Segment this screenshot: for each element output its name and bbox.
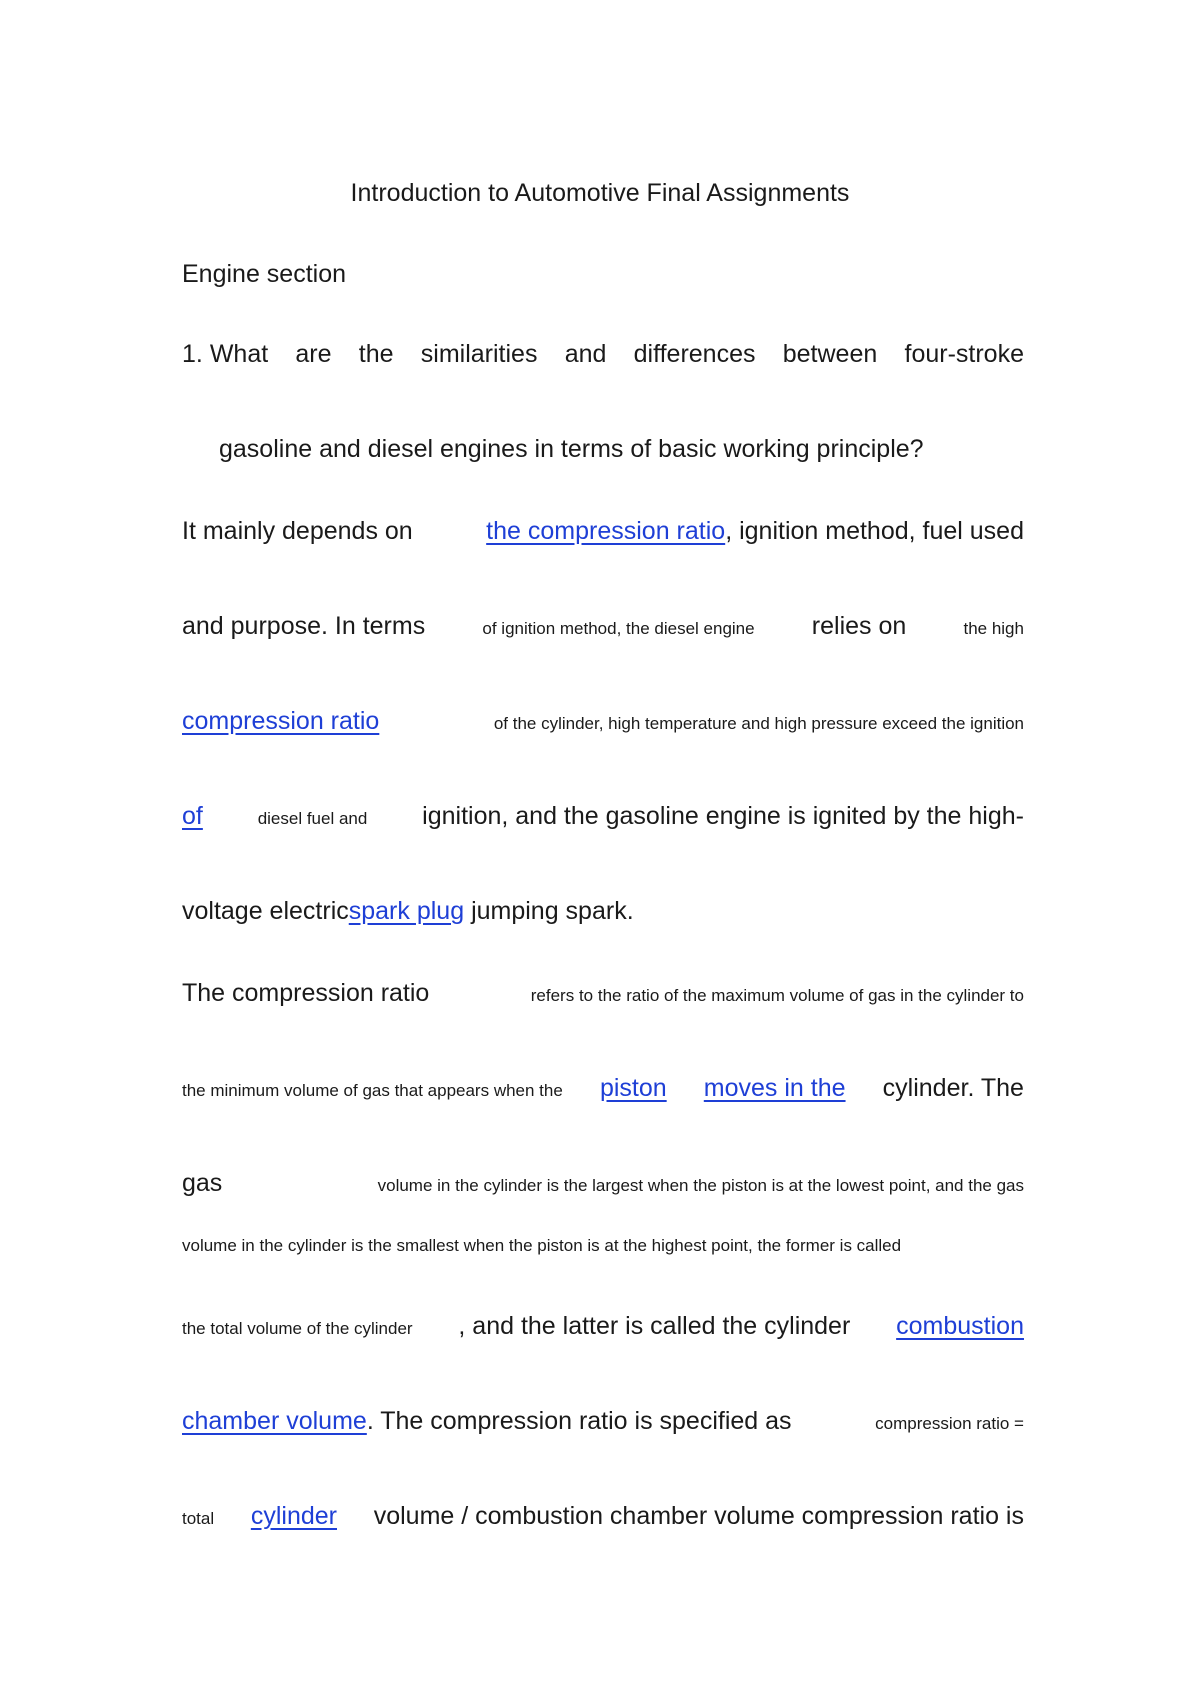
para2-line-7: [182, 1504, 1024, 1529]
para1-line-3: [182, 709, 1024, 734]
para1-text: the compression ratio, ignition method, fuel used: [486, 517, 1024, 545]
question-word: differences: [633, 340, 756, 368]
para1-text-small: of the cylinder, high temperature and high pressure exceed the ignition: [493, 714, 1024, 733]
para1-text: and purpose. In terms: [182, 612, 426, 640]
para1-text: relies on: [811, 612, 907, 640]
para1-line-5: [182, 899, 1024, 924]
para2-text-small: refers to the ratio of the maximum volume of gas in the cylinder to: [530, 986, 1024, 1005]
para1-text-small: the high: [963, 619, 1024, 638]
para1-text-small: of ignition method, the diesel engine: [482, 619, 755, 638]
question-word: four-stroke: [904, 340, 1024, 368]
link-spark-plug[interactable]: spark plug: [348, 897, 465, 925]
link-moves-in-the[interactable]: moves in the: [703, 1074, 846, 1102]
para1-line-1: [182, 519, 1024, 544]
para2-text-small: compression ratio =: [875, 1414, 1024, 1433]
para2-text: volume / combustion chamber volume compression ratio is: [373, 1502, 1024, 1530]
para2-text: cylinder. The: [882, 1074, 1024, 1102]
link-compression-ratio[interactable]: the compression ratio: [486, 517, 726, 545]
link-of[interactable]: of: [182, 802, 203, 830]
para2-text-small: volume in the cylinder is the largest when the piston is at the lowest point, and the gas: [377, 1176, 1024, 1195]
question-number: 1. What: [182, 340, 269, 368]
link-cylinder[interactable]: cylinder: [250, 1502, 337, 1530]
link-combustion[interactable]: combustion: [896, 1312, 1024, 1340]
para2-text-small: the total volume of the cylinder: [182, 1319, 413, 1338]
question-word: are: [295, 340, 332, 368]
question-word: the: [358, 340, 394, 368]
question-word: between: [782, 340, 878, 368]
para1-text-small: diesel fuel and: [257, 809, 368, 828]
para1-text: jumping spark.: [471, 897, 634, 925]
para2-line-5: [182, 1314, 1024, 1339]
section-heading: Engine section: [182, 260, 347, 288]
para2-line-1: [182, 981, 1024, 1006]
link-compression-ratio-2[interactable]: compression ratio: [182, 707, 380, 735]
para2-text: The compression ratio: [182, 979, 430, 1007]
para2-line-4: volume in the cylinder is the smallest when the piston is at the highest point, the former is called: [182, 1236, 902, 1255]
para2-line-2: [182, 1076, 1024, 1101]
para2-text: , and the latter is called the cylinder: [458, 1312, 851, 1340]
para1-line-2: [182, 614, 1024, 639]
para2-text-small: total: [182, 1509, 215, 1528]
question-line-1: [182, 342, 1024, 367]
para2-text: chamber volume. The compression ratio is specified as: [182, 1407, 792, 1435]
page-title: Introduction to Automotive Final Assignments: [350, 179, 850, 207]
link-chamber-volume[interactable]: chamber volume: [182, 1407, 367, 1435]
para2-line-3: [182, 1171, 1024, 1196]
para1-text: It mainly depends on: [182, 517, 413, 545]
para2-line-6: [182, 1409, 1024, 1434]
para1-text: ignition, and the gasoline engine is ignited by the high-: [422, 802, 1024, 830]
para2-text: gas: [182, 1169, 223, 1197]
question-line-2: gasoline and diesel engines in terms of basic working principle?: [219, 435, 924, 463]
question-word: similarities: [420, 340, 538, 368]
para1-line-4: [182, 804, 1024, 829]
question-word: and: [564, 340, 607, 368]
link-piston[interactable]: piston: [599, 1074, 667, 1102]
para1-text: voltage electric: [182, 897, 349, 925]
para2-text-small: the minimum volume of gas that appears when the: [182, 1081, 563, 1100]
